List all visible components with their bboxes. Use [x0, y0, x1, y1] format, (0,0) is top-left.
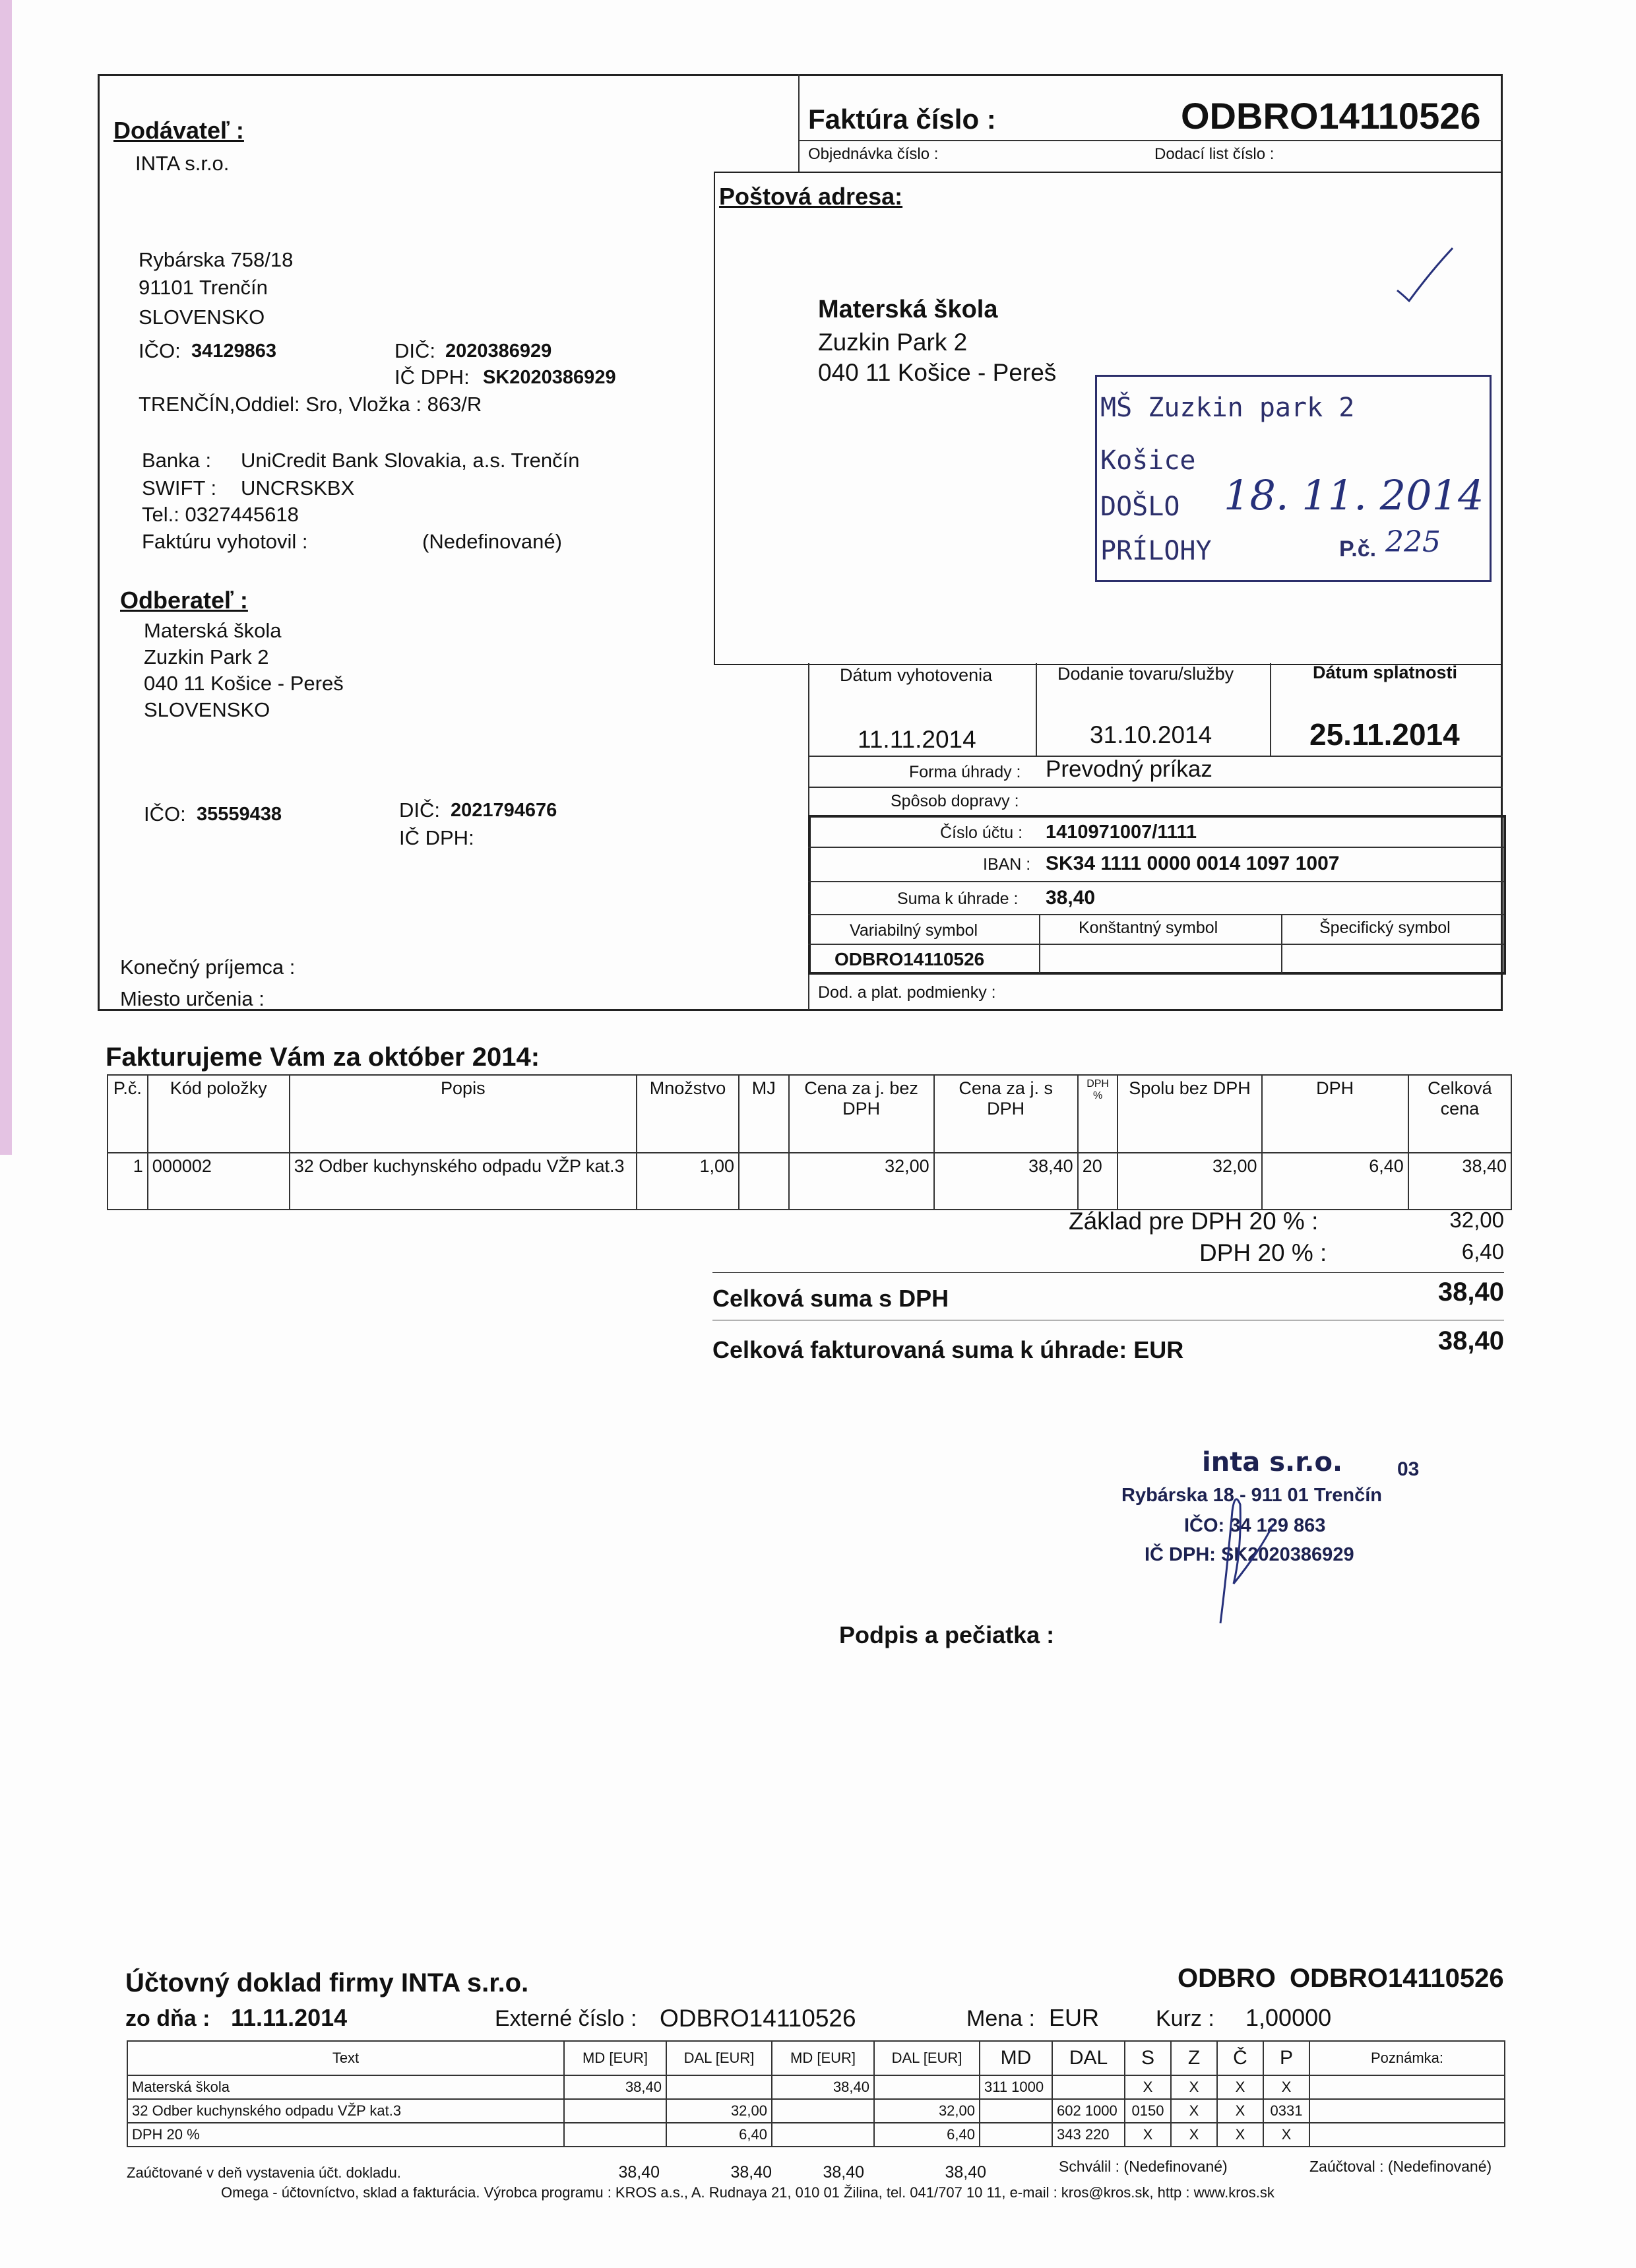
vat-label: DPH 20 % :: [1199, 1239, 1327, 1266]
item-desc: 32 Odber kuchynského odpadu VŽP kat.3: [290, 1153, 637, 1210]
accounting-number: ODBRO14110526: [1290, 1964, 1504, 1993]
acc-cell: [980, 2099, 1052, 2123]
table-row: [127, 2099, 1505, 2123]
final-recipient-label: Konečný príjemca :: [120, 956, 296, 979]
checkmark-icon: [1392, 244, 1458, 310]
stamp-line-1: MŠ Zuzkin park 2: [1100, 393, 1355, 423]
acc-cell: 343 220: [1052, 2123, 1125, 2147]
acc-cell: [980, 2123, 1052, 2147]
acc-col-p: P: [1263, 2041, 1309, 2075]
variable-symbol-label: Variabilný symbol: [850, 921, 978, 940]
supplier-name: INTA s.r.o.: [135, 152, 230, 175]
col-mj: MJ: [739, 1075, 788, 1153]
account-label: Číslo účtu :: [940, 824, 1023, 842]
accounting-date-label: zo dňa :: [125, 2006, 210, 2031]
acc-cell: 602 1000: [1052, 2099, 1125, 2123]
acc-col-c: Č: [1217, 2041, 1263, 2075]
issue-date: 11.11.2014: [858, 726, 976, 753]
footer-md-total: 38,40: [618, 2163, 660, 2182]
destination-label: Miesto určenia :: [120, 987, 265, 1010]
total-amount: 38,40: [1437, 1278, 1504, 1307]
supplier-issued-by: (Nedefinované): [422, 530, 562, 553]
acc-cell: [1052, 2075, 1125, 2099]
stamp-line-4: PRÍLOHY: [1100, 536, 1212, 566]
acc-cell: X: [1171, 2099, 1217, 2123]
company-stamp-name: inta s.r.o.: [1202, 1447, 1343, 1477]
supplier-dic: 2020386929: [445, 340, 552, 362]
stamp-line-2: Košice: [1100, 445, 1196, 476]
item-unit-net: 32,00: [789, 1153, 934, 1210]
iban: SK34 1111 0000 0014 1097 1007: [1046, 853, 1340, 874]
invoice-number: ODBRO14110526: [1181, 95, 1481, 137]
customer-dic: 2021794676: [451, 800, 557, 821]
rate: 1,00000: [1245, 2004, 1332, 2031]
payment-form-rule: [808, 787, 1503, 788]
acc-cell: [1309, 2123, 1505, 2147]
acc-cell: [772, 2123, 874, 2147]
acc-cell: DPH 20 %: [127, 2123, 564, 2147]
acc-cell: [1309, 2075, 1505, 2099]
customer-dic-label: DIČ:: [399, 798, 440, 822]
item-total: 38,40: [1408, 1153, 1511, 1210]
supplier-register: TRENČÍN,Oddiel: Sro, Vložka : 863/R: [139, 393, 482, 416]
acc-cell: 6,40: [874, 2123, 980, 2147]
company-stamp-address: Rybárska 18 - 911 01 Trenčín: [1121, 1485, 1382, 1506]
external-number: ODBRO14110526: [660, 2005, 856, 2032]
total-label: Celková suma s DPH: [712, 1285, 949, 1312]
items-title: Fakturujeme Vám za október 2014:: [106, 1043, 540, 1072]
acc-cell: X: [1263, 2075, 1309, 2099]
due-date-label: Dátum splatnosti: [1313, 663, 1458, 682]
supplier-heading: Dodávateľ :: [113, 117, 244, 144]
acc-col-z: Z: [1171, 2041, 1217, 2075]
acc-cell: 6,40: [666, 2123, 772, 2147]
due-total-amount: 38,40: [1437, 1326, 1504, 1355]
order-number-label: Objednávka číslo :: [808, 145, 939, 163]
accounting-title: Účtovný doklad firmy INTA s.r.o.: [125, 1968, 529, 1997]
acc-cell: X: [1263, 2123, 1309, 2147]
footer-dal2-total: 38,40: [945, 2163, 986, 2182]
invoice-number-divider: [798, 74, 800, 173]
terms-label: Dod. a plat. podmienky :: [818, 983, 996, 1002]
acc-cell: [564, 2123, 666, 2147]
item-vat-rate: 20: [1078, 1153, 1118, 1210]
acc-cell: 38,40: [564, 2075, 666, 2099]
iban-label: IBAN :: [983, 855, 1031, 874]
delivery-note-label: Dodací list číslo :: [1154, 145, 1274, 163]
symbol-rule: [808, 944, 1504, 945]
vat-base-label: Základ pre DPH 20 % :: [1069, 1208, 1319, 1235]
footer-md2-total: 38,40: [823, 2163, 864, 2182]
company-stamp-icdph: IČ DPH: SK2020386929: [1145, 1544, 1354, 1565]
postal-name: Materská škola: [818, 296, 998, 323]
col-desc: Popis: [290, 1075, 637, 1153]
accounting-series: ODBRO: [1178, 1964, 1276, 1993]
transport-label: Spôsob dopravy :: [891, 792, 1019, 810]
acc-col-s: S: [1125, 2041, 1171, 2075]
acc-cell: Materská škola: [127, 2075, 564, 2099]
delivery-date-label: Dodanie tovaru/služby: [1057, 664, 1234, 684]
specific-symbol-label: Špecifický symbol: [1319, 919, 1451, 937]
approved-by: Schválil : (Nedefinované): [1059, 2158, 1228, 2175]
due-total-label: Celková fakturovaná suma k úhrade: EUR: [712, 1336, 1184, 1363]
item-pc: 1: [108, 1153, 148, 1210]
company-stamp-code: 03: [1397, 1458, 1420, 1480]
supplier-swift: UNCRSKBX: [241, 476, 355, 500]
item-qty: 1,00: [637, 1153, 739, 1210]
acc-cell: X: [1125, 2075, 1171, 2099]
acc-cell: X: [1125, 2123, 1171, 2147]
currency-label: Mena :: [966, 2006, 1035, 2031]
account-rule: [808, 847, 1504, 848]
acc-cell: [666, 2075, 772, 2099]
acc-cell: X: [1171, 2123, 1217, 2147]
currency: EUR: [1049, 2004, 1100, 2031]
acc-cell: 311 1000: [980, 2075, 1052, 2099]
acc-cell: X: [1171, 2075, 1217, 2099]
customer-name: Materská škola: [144, 619, 282, 642]
accounting-date: 11.11.2014: [231, 2004, 348, 2031]
acc-cell: 0150: [1125, 2099, 1171, 2123]
acc-cell: 32,00: [874, 2099, 980, 2123]
sum-label: Suma k úhrade :: [897, 890, 1019, 908]
invoice-number-rule: [798, 140, 1503, 141]
acc-cell: 32 Odber kuchynského odpadu VŽP kat.3: [127, 2099, 564, 2123]
acc-col-text: Text: [127, 2041, 564, 2075]
acc-col-dal: DAL [EUR]: [666, 2041, 772, 2075]
constant-symbol-label: Konštantný symbol: [1079, 919, 1218, 937]
sum-rule: [808, 914, 1504, 915]
acc-col-md2: MD [EUR]: [772, 2041, 874, 2075]
customer-street: Zuzkin Park 2: [144, 645, 269, 668]
acc-cell: 0331: [1263, 2099, 1309, 2123]
vat-amount: 6,40: [1461, 1239, 1504, 1264]
item-code: 000002: [148, 1153, 290, 1210]
postal-city: 040 11 Košice - Pereš: [818, 359, 1057, 386]
supplier-icdph: SK2020386929: [483, 367, 616, 388]
acc-cell: [1309, 2099, 1505, 2123]
payment-form: Prevodný príkaz: [1046, 756, 1212, 782]
col-unit-gross: Cena za j. s DPH: [934, 1075, 1078, 1153]
acc-col-dal-account: DAL: [1052, 2041, 1125, 2075]
col-pc: P.č.: [108, 1075, 148, 1153]
supplier-country: SLOVENSKO: [139, 306, 265, 329]
item-total-net: 32,00: [1117, 1153, 1261, 1210]
account-number: 1410971007/1111: [1046, 822, 1197, 843]
vat-base-amount: 32,00: [1449, 1208, 1504, 1232]
col-vat: DPH: [1262, 1075, 1408, 1153]
postal-street: Zuzkin Park 2: [818, 329, 968, 356]
col-qty: Množstvo: [637, 1075, 739, 1153]
signature-label: Podpis a pečiatka :: [839, 1621, 1055, 1648]
acc-col-md: MD [EUR]: [564, 2041, 666, 2075]
acc-cell: [772, 2099, 874, 2123]
issue-date-label: Dátum vyhotovenia: [840, 665, 993, 685]
company-stamp-ico: IČO: 34 129 863: [1184, 1515, 1326, 1536]
scan-edge: [0, 0, 12, 1155]
posted-by: Zaúčtoval : (Nedefinované): [1309, 2158, 1492, 2175]
iban-rule: [808, 881, 1504, 882]
supplier-city: 91101 Trenčín: [139, 276, 268, 299]
delivery-date: 31.10.2014: [1090, 721, 1212, 748]
table-row: [127, 2075, 1505, 2099]
acc-col-note: Poznámka:: [1309, 2041, 1505, 2075]
sum-amount: 38,40: [1046, 887, 1096, 909]
col-code: Kód položky: [148, 1075, 290, 1153]
payment-form-label: Forma úhrady :: [909, 763, 1021, 781]
stamp-line-3: DOŠLO: [1100, 492, 1180, 522]
col-vat-rate: DPH %: [1078, 1075, 1118, 1153]
supplier-street: Rybárska 758/18: [139, 248, 294, 271]
acc-cell: 32,00: [666, 2099, 772, 2123]
customer-ico-label: IČO:: [144, 802, 186, 826]
acc-col-dal2: DAL [EUR]: [874, 2041, 980, 2075]
supplier-swift-label: SWIFT :: [142, 476, 217, 500]
variable-symbol: ODBRO14110526: [834, 949, 985, 969]
rate-label: Kurz :: [1156, 2006, 1214, 2031]
supplier-bank-label: Banka :: [142, 449, 212, 472]
acc-cell: [874, 2075, 980, 2099]
dates-divider-1: [1036, 663, 1037, 756]
footer-dal-total: 38,40: [730, 2163, 772, 2182]
acc-cell: X: [1217, 2123, 1263, 2147]
accounting-header-row: [127, 2041, 1505, 2075]
item-mj: [739, 1153, 788, 1210]
item-vat: 6,40: [1262, 1153, 1408, 1210]
customer-country: SLOVENSKO: [144, 698, 270, 721]
acc-cell: X: [1217, 2099, 1263, 2123]
supplier-ico: 34129863: [191, 340, 277, 362]
signature-icon: [1201, 1472, 1286, 1630]
dates-divider-2: [1270, 663, 1271, 756]
items-table: [107, 1074, 1512, 1210]
col-total: Celková cena: [1408, 1075, 1511, 1153]
external-number-label: Externé číslo :: [495, 2006, 637, 2031]
due-date: 25.11.2014: [1309, 717, 1460, 752]
software-footer: Omega - účtovníctvo, sklad a fakturácia. Výrobca programu : KROS a.s., A. Rudnaya 21, 010 01 Žilina, tel. 041/707 10 11, e-mail : kros@kros.sk, http : www.kros.sk: [221, 2184, 1274, 2201]
stamp-handwritten-number: 225: [1385, 525, 1441, 559]
supplier-tel: Tel.: 0327445618: [142, 503, 299, 526]
table-row: [108, 1153, 1511, 1210]
col-unit-net: Cena za j. bez DPH: [789, 1075, 934, 1153]
accounting-table: [127, 2040, 1505, 2147]
acc-cell: 38,40: [772, 2075, 874, 2099]
supplier-dic-label: DIČ:: [394, 339, 435, 362]
supplier-bank: UniCredit Bank Slovakia, a.s. Trenčín: [241, 449, 580, 472]
table-row: [127, 2123, 1505, 2147]
stamp-pc-label: P.č.: [1339, 536, 1377, 562]
supplier-icdph-label: IČ DPH:: [394, 366, 470, 389]
customer-heading: Odberateľ :: [120, 587, 248, 614]
postal-heading: Poštová adresa:: [719, 183, 903, 210]
acc-cell: X: [1217, 2075, 1263, 2099]
supplier-ico-label: IČO:: [139, 339, 181, 362]
col-total-net: Spolu bez DPH: [1117, 1075, 1261, 1153]
items-header-row: [108, 1075, 1511, 1153]
acc-cell: [564, 2099, 666, 2123]
customer-ico: 35559438: [197, 804, 282, 825]
accounting-footer-label: Zaúčtované v deň vystavenia účt. dokladu.: [127, 2164, 401, 2181]
supplier-issued-label: Faktúru vyhotovil :: [142, 530, 308, 553]
item-unit-gross: 38,40: [934, 1153, 1078, 1210]
acc-col-md-account: MD: [980, 2041, 1052, 2075]
stamp-handwritten-date: 18. 11. 2014: [1224, 471, 1484, 519]
summary-rule-1: [712, 1272, 1504, 1273]
customer-icdph-label: IČ DPH:: [399, 826, 474, 849]
customer-city: 040 11 Košice - Pereš: [144, 672, 344, 695]
invoice-title-label: Faktúra číslo :: [808, 104, 996, 135]
